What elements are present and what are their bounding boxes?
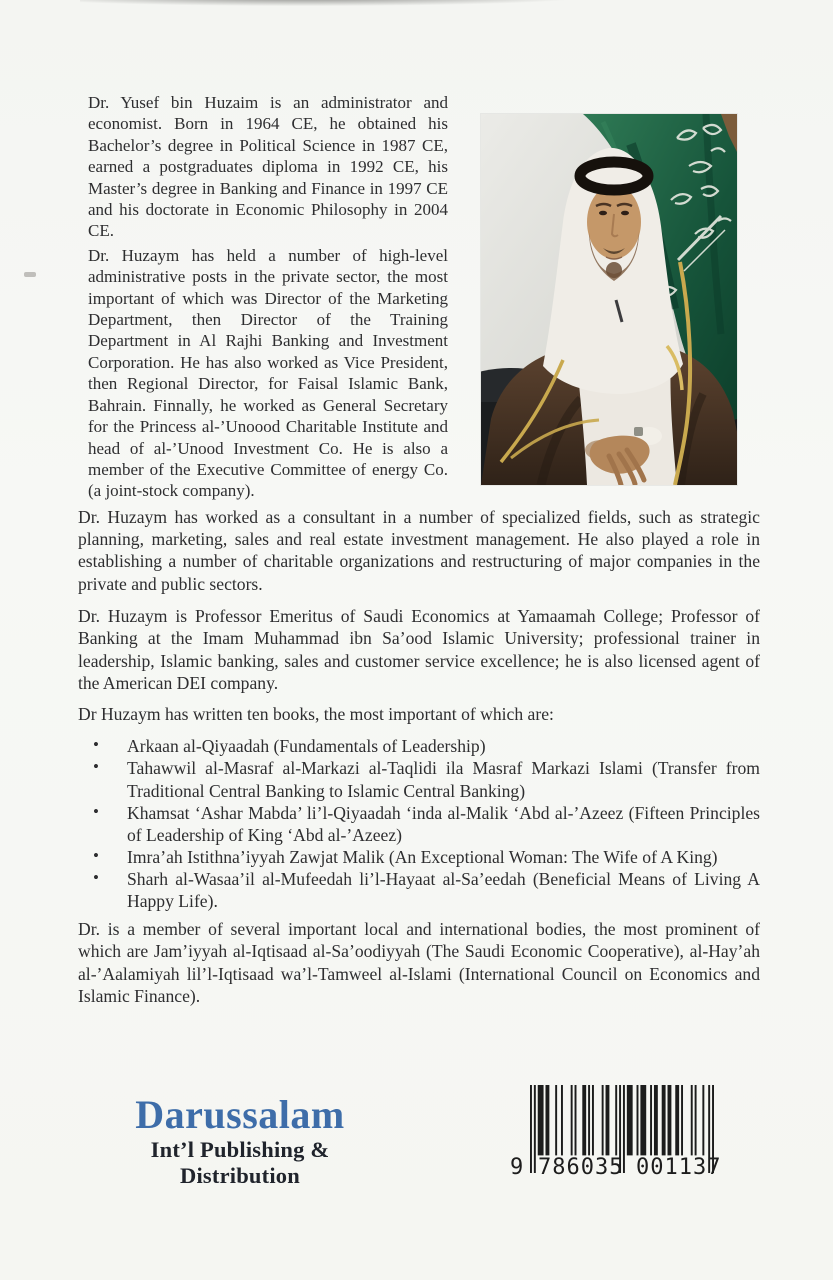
portrait-photo <box>481 114 737 485</box>
book-title: Tahawwil al-Masraf al-Markazi al-Taqlidi ila Masraf Markazi Islami (Transfer from Traditional Central Banking to Islamic Central Banking) <box>127 758 760 801</box>
back-cover-text-block <box>78 85 760 1007</box>
barcode-left-group: 786035 <box>538 1155 624 1180</box>
books-list <box>78 735 760 912</box>
publisher-logo <box>90 1094 390 1189</box>
portrait-illustration <box>481 114 737 485</box>
bullet-icon: • <box>93 757 99 777</box>
bio-paragraph-education: Dr. Yusef bin Huzaim is an administrator and economist. Born in 1964 CE, he obtained his Bachelor’s degree in Political Science in 1987 CE, earned a postgraduates diploma in 1992 CE, his Master’s degree in Banking and Finance in 1997 CE and his doctorate in Economic Philosophy in 2004 CE. <box>88 93 448 241</box>
book-title: Imra’ah Istithna’iyyah Zawjat Malik (An Exceptional Woman: The Wife of A King) <box>127 846 718 867</box>
bio-wide-section <box>78 506 760 1008</box>
list-item <box>78 802 760 846</box>
book-title: Khamsat ‘Ashar Mabda’ li’l-Qiyaadah ‘inda al-Malik ‘Abd al-’Azeez (Fifteen Principles of Leadership of King ‘Abd al-’Azeez) <box>127 802 760 845</box>
bio-paragraph-career: Dr. Huzaym has held a number of high-level administrative posts in the private sector, the most important of which was Director of the Marketing Department, then Director of the Training Department in Al Rajhi Banking and Investment Corporation. He has also worked as Vice President, then Regional Director, for Faisal Islamic Bank, Bahrain. Finnally, he worked as General Secretary for the Princess al-’Unoood Charitable Institute and head of al-’Unood Investment Co. He is also a member of the Executive Committee of energy Co. (a joint-stock company). <box>88 245 448 501</box>
barcode-right-group: 001137 <box>636 1155 722 1180</box>
list-item <box>78 757 760 801</box>
list-item <box>78 846 760 868</box>
bio-paragraph-memberships: Dr. is a member of several important local and international bodies, the most prominent of which are Jam’iyyah al-Iqtisaad al-Sa’oodiyyah (The Saudi Economic Cooperative), al-Hay’ah al-’Aalamiyah lil’l-Iqtisaad wa’l-Tamweel al-Islami (International Council on Economics and Islamic Finance). <box>78 919 760 1007</box>
list-item <box>78 868 760 912</box>
list-item <box>78 735 760 757</box>
bio-paragraph-professor: Dr. Huzaym is Professor Emeritus of Saudi Economics at Yamaamah College; Professor of Banking at the Imam Muhammad ibn Sa’ood Islamic University; professional trainer in leadership, Islamic banking, sales and customer service excellence; he is also licensed agent of the American DEI company. <box>78 605 760 693</box>
bio-paragraph-consulting: Dr. Huzaym has worked as a consultant in a number of specialized fields, such as strategic planning, marketing, sales and real estate investment management. He also played a role in establishing a number of charitable organizations and restructuring of major companies in the private and public sectors. <box>78 506 760 594</box>
bullet-icon: • <box>93 801 99 821</box>
bullet-icon: • <box>93 867 99 887</box>
book-title: Sharh al-Wasaa’il al-Mufeedah li’l-Hayaat al-Sa’eedah (Beneficial Means of Living A Happy Life). <box>127 868 760 912</box>
bullet-icon: • <box>93 845 99 865</box>
scan-artifact-mark <box>24 272 36 277</box>
bio-paragraph-books-intro: Dr Huzaym has written ten books, the most important of which are: <box>78 704 554 725</box>
isbn-barcode <box>506 1085 736 1185</box>
bio-top-section <box>78 92 760 502</box>
publisher-name: Darussalam <box>135 1092 345 1137</box>
barcode-lead-digit: 9 <box>510 1155 524 1180</box>
bullet-icon: • <box>93 735 99 755</box>
wristwatch <box>634 427 643 436</box>
publisher-tagline: Int’l Publishing & Distribution <box>150 1137 330 1188</box>
bio-narrow-column <box>88 92 448 502</box>
book-title: Arkaan al-Qiyaadah (Fundamentals of Leadership) <box>127 736 486 757</box>
scan-shadow-top-edge <box>80 0 580 6</box>
